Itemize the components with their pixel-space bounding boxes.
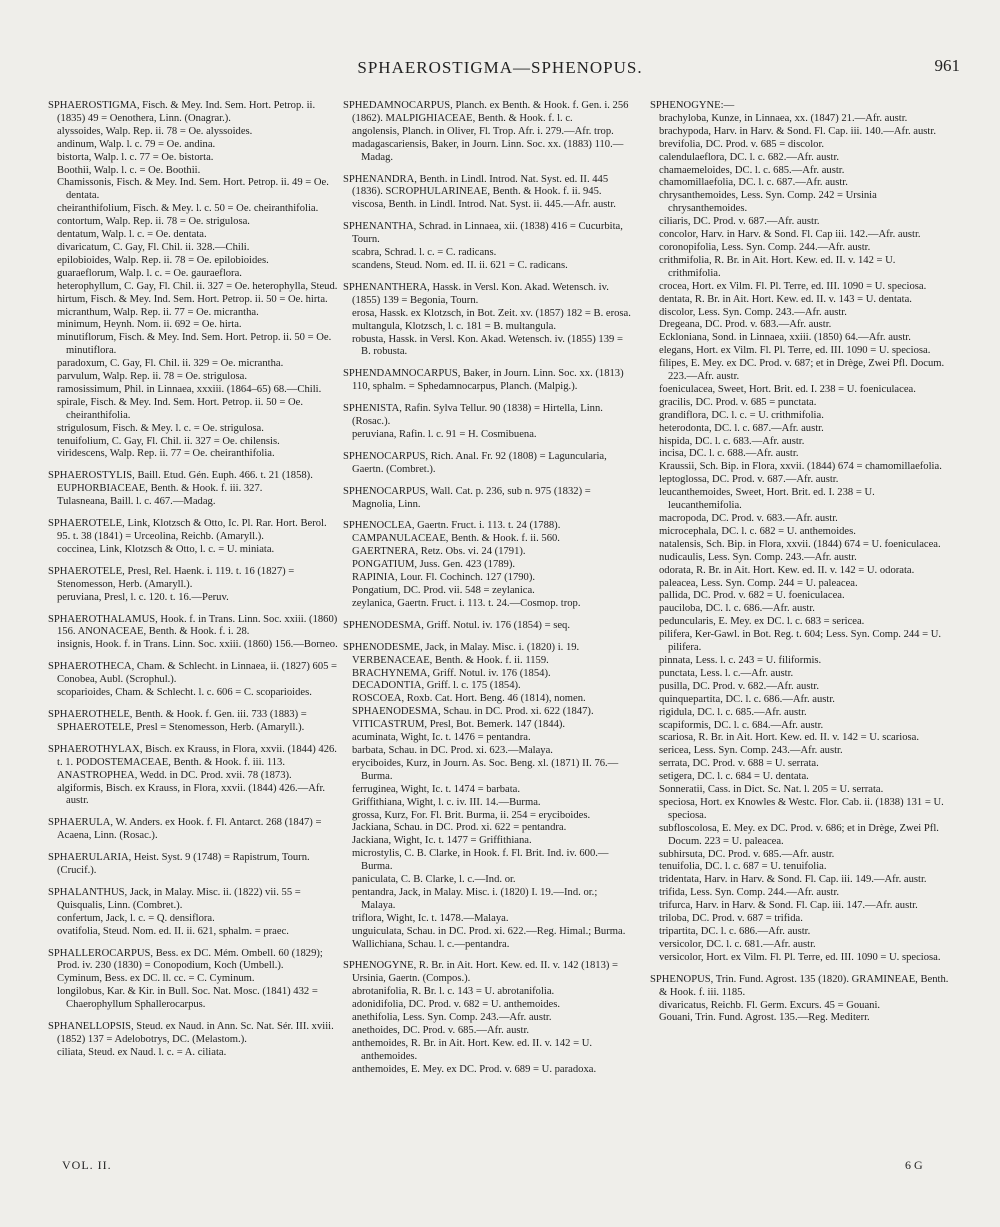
entry-headword: SPHAEROTHYLAX, Bisch. ex Krauss, in Flora, xxvii. (1844) 426. t. 1. PODOSTEMACEAE, Benth. & Hook. f. iii. 113. [48,743,337,768]
dictionary-entry [48,470,338,509]
entry-subline: grandiflora, DC. l. c. = U. crithmifolia. [659,409,824,421]
entry-subline: Dregeana, DC. Prod. v. 683.—Afr. austr. [659,319,832,331]
entry-subline: brevifolia, DC. Prod. v. 685 = discolor. [659,138,825,150]
dictionary-entry [343,282,633,359]
dictionary-entry [343,520,633,610]
entry-subline: versicolor, DC. l. c. 681.—Afr. austr. [659,938,816,950]
entry-subline: viridescens, Walp. Rep. ii. 77 = Oe. cheiranthifolia. [57,448,275,460]
entry-subline: scapiformis, DC. l. c. 684.—Afr. austr. [659,719,824,731]
dictionary-entry [650,974,950,1026]
entry-headword: SPHENOCARPUS, Wall. Cat. p. 236, sub n. 975 (1832) = Magnolia, Linn. [343,485,591,510]
entry-subline: ferruginea, Wight, Ic. t. 1474 = barbata. [352,783,521,795]
entry-subline: calendulaeflora, DC. l. c. 682.—Afr. austr. [659,151,840,163]
entry-subline: minutiflorum, Fisch. & Mey. Ind. Sem. Hort. Petrop. ii. 50 = Oe. minutiflora. [57,332,332,357]
entry-headword: SPHANELLOPSIS, Steud. ex Naud. in Ann. Sc. Nat. Sér. III. xviii. (1852) 137 = Adelobotrys, DC. (Melastom.). [48,1021,334,1045]
entry-subline: chamaemeloides, DC. l. c. 685.—Afr. austr. [659,164,845,176]
entry-subline: Kraussii, Sch. Bip. in Flora, xxvii. (1844) 674 = chamomillaefolia. [659,461,942,473]
entry-subline: DECADONTIA, Griff. l. c. 175 (1854). [352,680,521,692]
dictionary-entry [343,368,633,394]
entry-subline: angolensis, Planch. in Oliver, Fl. Trop. Afr. i. 279.—Afr. trop. [352,125,614,137]
entry-subline: PONGATIUM, Juss. Gen. 423 (1789). [352,559,516,571]
dictionary-entry [48,887,338,939]
entry-headword: SPHENDAMNOCARPUS, Baker, in Journ. Linn. Soc. xx. (1813) 110, sphalm. = Sphedamnocarpus, Planch. (Malpig.). [343,368,624,393]
entry-headword: SPHAEROTELE, Presl, Rel. Haenk. i. 119. t. 16 (1827) = Stenomesson, Herb. (Amaryll.). [48,565,295,590]
volume-signature: VOL. II. [62,1158,112,1172]
entry-subline: leucanthemoides, Sweet, Hort. Brit. ed. I. 238 = U. leucanthemifolia. [659,487,875,512]
entry-subline: madagascariensis, Baker, in Journ. Linn. Soc. xx. (1883) 110.—Madag. [352,138,624,163]
entry-subline: divaricatum, C. Gay, Fl. Chil. ii. 328.—Chili. [57,241,250,253]
dictionary-entry [48,614,338,653]
entry-subline: grossa, Kurz, For. Fl. Brit. Burma, ii. 254 = eryciboides. [352,809,591,821]
entry-subline: triflora, Wight, Ic. t. 1478.—Malaya. [352,912,509,924]
entry-subline: crithmifolia, R. Br. in Ait. Hort. Kew. ed. II. v. 142 = U. crithmifolia. [659,254,896,279]
dictionary-entry [343,451,633,477]
entry-subline: tridentata, Harv. in Harv. & Sond. Fl. Cap. iii. 149.—Afr. austr. [659,874,927,886]
entry-headword: SPHAERULA, W. Anders. ex Hook. f. Fl. Antarct. 268 (1847) = Acaena, Linn. (Rosac.). [48,817,322,842]
entry-subline: punctata, Less. l. c.—Afr. austr. [659,667,794,679]
entry-subline: multangula, Klotzsch, l. c. 181 = B. multangula. [352,320,556,332]
entry-subline: brachyloba, Kunze, in Linnaea, xx. (1847) 21.—Afr. austr. [659,112,908,124]
dictionary-entry [650,100,950,965]
entry-subline: abrotanifolia, R. Br. l. c. 143 = U. abrotanifolia. [352,986,555,998]
entry-subline: eryciboides, Kurz, in Journ. As. Soc. Beng. xl. (1871) II. 76.—Burma. [352,757,619,782]
entry-subline: tripartita, DC. l. c. 686.—Afr. austr. [659,926,811,937]
entry-subline: GAERTNERA, Retz. Obs. vi. 24 (1791). [352,546,526,558]
entry-subline: natalensis, Sch. Bip. in Flora, xxvii. (1844) 674 = U. foeniculacea. [659,538,941,550]
entry-subline: scabra, Schrad. l. c. = C. radicans. [352,247,497,259]
entry-subline: coronopifolia, Less. Syn. Comp. 244.—Afr. austr. [659,241,871,253]
entry-headword: SPHENANTHA, Schrad. in Linnaea, xii. (1838) 416 = Cucurbita, Tourn. [343,221,623,246]
entry-subline: confertum, Jack, l. c. = Q. densiflora. [57,912,215,924]
entry-subline: dentatum, Walp. l. c. = Oe. dentata. [57,229,207,241]
entry-subline: adonidifolia, DC. Prod. v. 682 = U. anthemoides. [352,999,561,1011]
entry-subline: chrysanthemoides, Less. Syn. Comp. 242 = Ursinia chrysanthemoides. [659,190,877,215]
entry-subline: erosa, Hassk. ex Klotzsch, in Bot. Zeit. xv. (1857) 182 = B. erosa. [352,307,631,319]
entry-subline: micranthum, Walp. Rep. ii. 77 = Oe. micrantha. [57,306,259,318]
entry-subline: Wallichiana, Schau. l. c.—pentandra. [352,938,510,950]
entry-subline: triloba, DC. Prod. v. 687 = trifida. [659,913,803,925]
entry-subline: zeylanica, Gaertn. Fruct. i. 113. t. 24.—Cosmop. trop. [352,597,581,609]
entry-subline: sericea, Less. Syn. Comp. 243.—Afr. austr. [659,745,843,757]
entry-subline: insignis, Hook. f. in Trans. Linn. Soc. xxiii. (1860) 156.—Borneo. [57,639,338,651]
dictionary-entry [343,486,633,512]
entry-subline: RAPINIA, Lour. Fl. Cochinch. 127 (1790). [352,572,536,584]
entry-subline: peruviana, Presl, l. c. 120. t. 16.—Peruv. [57,591,229,603]
dictionary-entry [48,948,338,1013]
entry-subline: tenuifolia, DC. l. c. 687 = U. tenuifolia. [659,861,827,873]
entry-subline: BRACHYNEMA, Griff. Notul. iv. 176 (1854). [352,667,551,679]
entry-subline: paniculata, C. B. Clarke, l. c.—Ind. or. [352,874,516,886]
running-head: SPHAEROSTIGMA—SPHENOPUS. [357,58,643,77]
dictionary-entry [48,661,338,700]
dictionary-entry [343,620,633,633]
entry-subline: VITICASTRUM, Presl, Bot. Bemerk. 147 (1844). [352,719,566,731]
dictionary-entry [343,403,633,442]
entry-subline: coccinea, Link, Klotzsch & Otto, l. c. = U. miniata. [57,543,275,555]
entry-subline: andinum, Walp. l. c. 79 = Oe. andina. [57,138,216,150]
entry-subline: Boothii, Walp. l. c. = Oe. Boothii. [57,164,201,176]
entry-subline: viscosa, Benth. in Lindl. Introd. Nat. Syst. ii. 445.—Afr. austr. [352,199,616,211]
entry-subline: unguiculata, Schau. in DC. Prod. xi. 622.—Reg. Himal.; Burma. [352,925,626,937]
entry-subline: algiformis, Bisch. ex Krauss, in Flora, xxvii. (1844) 426.—Afr. austr. [57,782,326,807]
entry-subline: pilifera, Ker-Gawl. in Bot. Reg. t. 604; Less. Syn. Comp. 244 = U. pilifera. [659,629,942,654]
entry-headword: SPHENOGYNE:— [650,100,735,111]
entry-subline: subfloscolosa, E. Mey. ex DC. Prod. v. 686; et in Drège, Zwei Pfl. Docum. 223 = U. paleacea. [659,822,939,847]
entry-headword: SPHAEROTELE, Link, Klotzsch & Otto, Ic. Pl. Rar. Hort. Berol. 95. t. 38 (1841) = Urceolina, Reichb. (Amaryll.). [48,518,327,542]
entry-subline: Eckloniana, Sond. in Linnaea, xxiii. (1850) 64.—Afr. austr. [659,332,911,344]
entry-subline: ciliata, Steud. ex Naud. l. c. = A. ciliata. [57,1046,227,1058]
column-1 [48,100,338,1175]
entry-headword: SPHENOPUS, Trin. Fund. Agrost. 135 (1820). GRAMINEAE, Benth. & Hook. f. iii. 1185. [650,973,949,998]
entry-subline: subhirsuta, DC. Prod. v. 685.—Afr. austr. [659,848,835,860]
entry-subline: pallida, DC. Prod. v. 682 = U. foeniculacea. [659,590,845,602]
entry-subline: anethoides, DC. Prod. v. 685.—Afr. austr. [352,1025,530,1036]
dictionary-entry [48,852,338,878]
entry-subline: ROSCOEA, Roxb. Cat. Hort. Beng. 46 (1814), nomen. [352,693,586,705]
entry-subline: paleacea, Less. Syn. Comp. 244 = U. paleacea. [659,577,858,589]
column-3 [650,100,950,1175]
entry-subline: foeniculacea, Sweet, Hort. Brit. ed. I. 238 = U. foeniculacea. [659,383,916,395]
entry-subline: spirale, Fisch. & Mey. Ind. Sem. Hort. Petrop. ii. 50 = Oe. cheiranthifolia. [57,396,303,421]
entry-subline: peruviana, Rafin. l. c. 91 = H. Cosmibuena. [352,428,537,440]
entry-subline: barbata, Schau. in DC. Prod. xi. 623.—Malaya. [352,744,553,756]
entry-subline: setigera, DC. l. c. 684 = U. dentata. [659,771,809,783]
entry-headword: SPHENANTHERA, Hassk. in Versl. Kon. Akad. Wetensch. iv. (1855) 139 = Begonia, Tourn. [343,281,609,306]
entry-subline: hispida, DC. l. c. 683.—Afr. austr. [659,435,805,447]
entry-subline: acuminata, Wight, Ic. t. 1476 = pentandra. [352,732,531,744]
entry-headword: SPHALANTHUS, Jack, in Malay. Misc. ii. (1822) vii. 55 = Quisqualis, Linn. (Combret.). [48,886,301,911]
dictionary-entry [48,1021,338,1060]
entry-subline: parvulum, Walp. Rep. ii. 78 = Oe. strigulosa. [57,371,247,383]
entry-subline: ovatifolia, Steud. Nom. ed. II. ii. 621, sphalm. = praec. [57,925,289,937]
dictionary-entry [48,100,338,461]
page-number: 961 [934,56,960,75]
entry-headword: SPHENISTA, Rafin. Sylva Tellur. 90 (1838) = Hirtella, Linn. (Rosac.). [343,403,603,428]
entry-subline: Gouani, Trin. Fund. Agrost. 135.—Reg. Mediterr. [659,1012,870,1024]
entry-headword: SPHAEROTHELE, Benth. & Hook. f. Gen. iii. 733 (1883) = SPHAEROTELE, Presl = Stenomesson, Herb. (Amaryll.). [48,708,307,733]
entry-subline: pinnata, Less. l. c. 243 = U. filiformis. [659,654,822,666]
entry-subline: bistorta, Walp. l. c. 77 = Oe. bistorta. [57,151,214,163]
entry-subline: scoparioides, Cham. & Schlecht. l. c. 606 = C. scoparioides. [57,687,312,699]
entry-subline: chamomillaefolia, DC. l. c. 687.—Afr. austr. [659,177,848,189]
entry-headword: SPHAEROSTIGMA, Fisch. & Mey. Ind. Sem. Hort. Petrop. ii. (1835) 49 = Oenothera, Linn. (Onagrar.). [48,100,316,124]
entry-subline: microstylis, C. B. Clarke, in Hook. f. Fl. Brit. Ind. iv. 600.—Burma. [352,848,609,873]
entry-subline: rigidula, DC. l. c. 685.—Afr. austr. [659,706,807,718]
entry-subline: strigulosum, Fisch. & Mey. l. c. = Oe. strigulosa. [57,422,264,434]
sheet-signature: 6 G [905,1158,923,1172]
entry-subline: incisa, DC. l. c. 688.—Afr. austr. [659,448,799,460]
entry-subline: trifida, Less. Syn. Comp. 244.—Afr. austr. [659,887,840,899]
entry-subline: crocea, Hort. ex Vilm. Fl. Pl. Terre, ed. III. 1090 = U. speciosa. [659,280,927,292]
entry-subline: microcephala, DC. l. c. 682 = U. anthemoides. [659,525,856,537]
entry-subline: contortum, Walp. Rep. ii. 78 = Oe. strigulosa. [57,216,250,228]
entry-subline: Chamissonis, Fisch. & Mey. Ind. Sem. Hort. Petrop. ii. 49 = Oe. dentata. [57,177,329,202]
entry-subline: cheiranthifolium, Fisch. & Mey. l. c. 50 = Oe. cheiranthifolia. [57,203,319,215]
entry-subline: trifurca, Harv. in Harv. & Sond. Fl. Cap. iii. 147.—Afr. austr. [659,900,918,912]
entry-subline: anthemoides, E. Mey. ex DC. Prod. v. 689 = U. paradoxa. [352,1063,597,1075]
entry-subline: Griffithiana, Wight, l. c. iv. III. 14.—Burma. [352,796,541,808]
entry-headword: SPHALLEROCARPUS, Bess. ex DC. Mém. Ombell. 60 (1829); Prod. iv. 230 (1830) = Conopodium, Koch (Umbell.). [48,947,323,972]
entry-headword: SPHAEROSTYLIS, Baill. Etud. Gén. Euph. 466. t. 21 (1858). EUPHORBIACEAE, Benth. & Hook. f. iii. 327. [48,470,313,495]
entry-subline: scandens, Steud. Nom. ed. II. ii. 621 = C. radicans. [352,259,568,271]
entry-subline: serrata, DC. Prod. v. 688 = U. serrata. [659,758,819,770]
entry-subline: heterophyllum, C. Gay, Fl. Chil. ii. 327 = Oe. heterophylla, Steud. [57,280,338,292]
dictionary-entry [48,709,338,735]
entry-headword: SPHAERULARIA, Heist. Syst. 9 (1748) = Rapistrum, Tourn. (Crucif.). [48,852,310,877]
dictionary-entry [343,960,633,1076]
entry-subline: ramosissimum, Phil. in Linnaea, xxxiii. (1864–65) 68.—Chili. [57,383,322,395]
dictionary-entry [343,100,633,165]
entry-subline: elegans, Hort. ex Vilm. Fl. Pl. Terre, ed. III. 1090 = U. speciosa. [659,345,931,357]
entry-subline: nudicaulis, Less. Syn. Comp. 243.—Afr. austr. [659,551,857,563]
entry-subline: SPHAENODESMA, Schau. in DC. Prod. xi. 622 (1847). [352,706,594,718]
entry-headword: SPHENODESME, Jack, in Malay. Misc. i. (1820) i. 19. VERBENACEAE, Benth. & Hook. f. ii. 1159. [343,641,580,666]
entry-subline: divaricatus, Reichb. Fl. Germ. Excurs. 45 = Gouani. [659,999,881,1011]
entry-subline: pentandra, Jack, in Malay. Misc. i. (1820) I. 19.—Ind. or.; Malaya. [352,886,598,911]
entry-subline: leptoglossa, DC. Prod. v. 687.—Afr. austr. [659,474,839,486]
dictionary-entry [343,221,633,273]
entry-subline: filipes, E. Mey. ex DC. Prod. v. 687; et in Drège, Zwei Pfl. Docum. 223.—Afr. austr. [659,358,945,383]
entry-subline: epilobioides, Walp. Rep. ii. 78 = Oe. epilobioides. [57,254,269,266]
entry-subline: Jackiana, Schau. in DC. Prod. xi. 622 = pentandra. [352,822,567,834]
dictionary-entry [48,817,338,843]
entry-subline: pusilla, DC. Prod. v. 682.—Afr. austr. [659,680,819,692]
entry-subline: gracilis, DC. Prod. v. 685 = punctata. [659,396,817,408]
entry-subline: paradoxum, C. Gay, Fl. Chil. ii. 329 = Oe. micrantha. [57,358,284,370]
entry-subline: odorata, R. Br. in Ait. Hort. Kew. ed. II. v. 142 = U. odorata. [659,564,915,576]
entry-subline: concolor, Harv. in Harv. & Sond. Fl. Cap iii. 142.—Afr. austr. [659,229,921,241]
entry-subline: speciosa, Hort. ex Knowles & Westc. Flor. Cab. ii. (1838) 131 = U. speciosa. [659,796,944,821]
entry-headword: SPHENODESMA, Griff. Notul. iv. 176 (1854) = seq. [343,619,570,631]
dictionary-entry [48,518,338,557]
entry-subline: pauciloba, DC. l. c. 686.—Afr. austr. [659,603,815,615]
entry-subline: alyssoides, Walp. Rep. ii. 78 = Oe. alyssoides. [57,125,253,137]
entry-headword: SPHENANDRA, Benth. in Lindl. Introd. Nat. Syst. ed. II. 445 (1836). SCROPHULARINEAE, Benth. & Hook. f. ii. 945. [343,173,609,198]
entry-subline: tenuifolium, C. Gay, Fl. Chil. ii. 327 = Oe. chilensis. [57,435,280,447]
entry-subline: minimum, Heynh. Nom. ii. 692 = Oe. hirta. [57,319,242,331]
entry-subline: dentata, R. Br. in Ait. Hort. Kew. ed. II. v. 143 = U. dentata. [659,293,912,305]
entry-subline: anethifolia, Less. Syn. Comp. 243.—Afr. austr. [352,1012,552,1024]
column-2 [343,100,633,1175]
entry-subline: hirtum, Fisch. & Mey. Ind. Sem. Hort. Petrop. ii. 50 = Oe. hirta. [57,293,328,305]
entry-headword: SPHAEROTHECA, Cham. & Schlecht. in Linnaea, ii. (1827) 605 = Conobea, Aubl. (Scrophul.). [48,661,338,686]
entry-headword: SPHENOGYNE, R. Br. in Ait. Hort. Kew. ed. II. v. 142 (1813) = Ursinia, Gaertn. (Compos.). [343,960,619,985]
dictionary-entry [48,744,338,809]
entry-subline: discolor, Less. Syn. Comp. 243.—Afr. austr. [659,306,847,318]
dictionary-entry [48,566,338,605]
entry-subline: Tulasneana, Baill. l. c. 467.—Madag. [57,496,216,508]
entry-headword: SPHEDAMNOCARPUS, Planch. ex Benth. & Hook. f. Gen. i. 256 (1862). MALPIGHIACEAE, Benth. & Hook. f. l. c. [343,100,629,124]
dictionary-entry [343,642,633,952]
entry-subline: robusta, Hassk. in Versl. Kon. Akad. Wetensch. iv. (1855) 139 = B. robusta. [352,333,623,358]
entry-subline: ciliaris, DC. Prod. v. 687.—Afr. austr. [659,216,820,228]
entry-subline: Sonneratii, Cass. in Dict. Sc. Nat. l. 205 = U. serrata. [659,784,884,796]
entry-subline: quinquepartita, DC. l. c. 686.—Afr. austr. [659,693,835,705]
entry-subline: ANASTROPHEA, Wedd. in DC. Prod. xvii. 78 (1873). [57,769,292,781]
dictionary-entry [343,174,633,213]
entry-subline: macropoda, DC. Prod. v. 683.—Afr. austr. [659,513,838,524]
entry-subline: scariosa, R. Br. in Ait. Hort. Kew. ed. II. v. 142 = U. scariosa. [659,732,919,744]
entry-subline: peduncularis, E. Mey. ex DC. l. c. 683 = sericea. [659,616,865,628]
entry-subline: Cyminum, Bess. ex DC. ll. cc. = C. Cyminum. [57,973,255,985]
entry-headword: SPHENOCLEA, Gaertn. Fruct. i. 113. t. 24 (1788). CAMPANULACEAE, Benth. & Hook. f. ii. 560. [343,520,561,545]
entry-subline: versicolor, Hort. ex Vilm. Fl. Pl. Terre, ed. III. 1090 = U. speciosa. [659,951,941,963]
entry-headword: SPHENOCARPUS, Rich. Anal. Fr. 92 (1808) = Laguncularia, Gaertn. (Combret.). [343,450,607,475]
entry-subline: Pongatium, DC. Prod. vii. 548 = zeylanica. [352,585,535,596]
entry-subline: brachypoda, Harv. in Harv. & Sond. Fl. Cap. iii. 140.—Afr. austr. [659,125,936,137]
entry-subline: longilobus, Kar. & Kir. in Bull. Soc. Nat. Mosc. (1841) 432 = Chaerophyllum Sphallerocarpus. [57,986,318,1011]
entry-subline: heterodonta, DC. l. c. 687.—Afr. austr. [659,422,824,434]
entry-subline: Jackiana, Wight, Ic. t. 1477 = Griffithiana. [352,835,532,847]
entry-subline: anthemoides, R. Br. in Ait. Hort. Kew. ed. II. v. 142 = U. anthemoides. [352,1037,592,1062]
entry-subline: guaraeflorum, Walp. l. c. = Oe. gauraeflora. [57,267,242,279]
entry-headword: SPHAEROTHALAMUS, Hook. f. in Trans. Linn. Soc. xxiii. (1860) 156. ANONACEAE, Benth. & Hook. f. i. 28. [48,613,338,638]
